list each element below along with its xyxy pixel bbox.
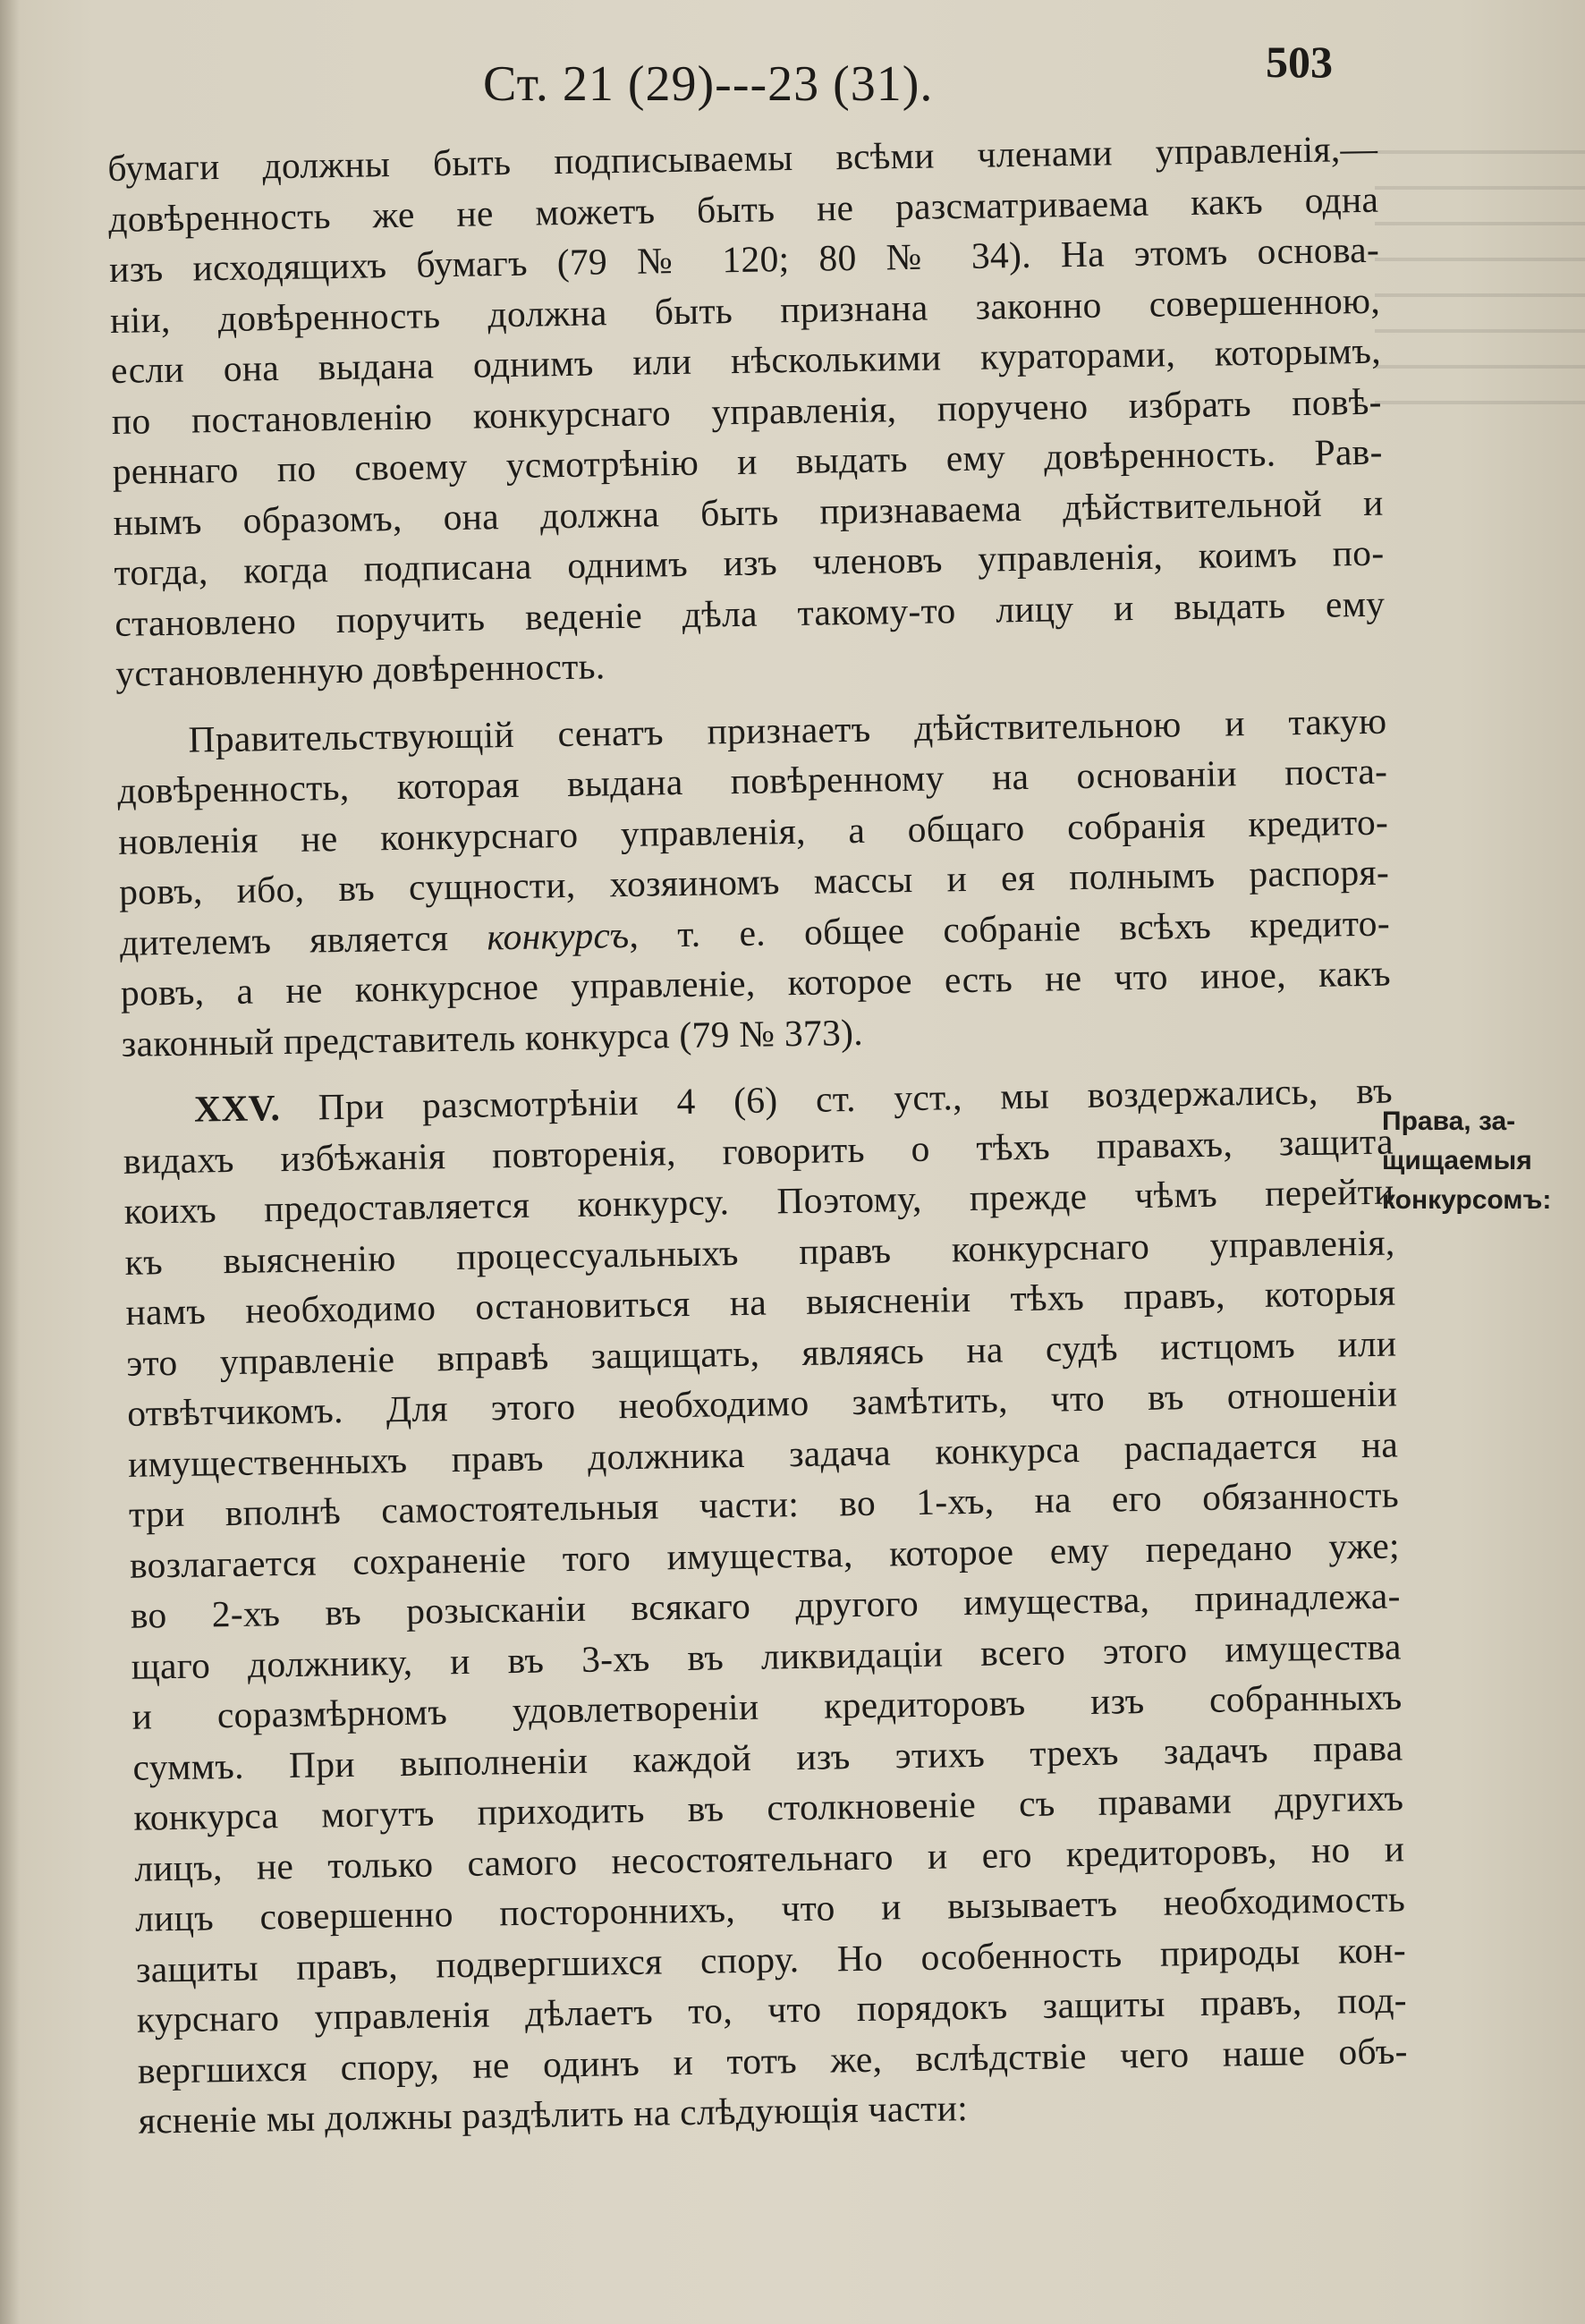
text-segment: При разсмотрѣніи 4 (6) ст. уст., мы воздержались, въ bbox=[279, 1069, 1394, 1129]
text-line: ніи, довѣренность должна быть признана законно совершенною, bbox=[109, 279, 1381, 341]
text-line: лицъ, не только самого несостоятельнаго и его кредиторовъ, но и bbox=[133, 1827, 1405, 1889]
text-line: имущественныхъ правъ должника задача конкурса распадается на bbox=[127, 1423, 1399, 1485]
margin-note bbox=[1382, 1102, 1579, 1220]
section-number: XXV. bbox=[193, 1087, 281, 1130]
bleed-through-text bbox=[1375, 134, 1585, 429]
page-number: 503 bbox=[1266, 37, 1333, 87]
text-line: установленную довѣренность. bbox=[114, 645, 606, 694]
body-text bbox=[107, 123, 1409, 2147]
text-line: и соразмѣрномъ удовлетвореніи кредиторовъ изъ собранныхъ bbox=[131, 1675, 1403, 1737]
text-line: тогда, когда подписана однимъ изъ членовъ управленія, коимъ по- bbox=[114, 531, 1385, 593]
text-line: законный представитель конкурса (79 № 373). bbox=[121, 1011, 864, 1064]
text-line: лицъ совершенно постороннихъ, что и вызываетъ необходимость bbox=[134, 1878, 1406, 1939]
margin-note-line: конкурсомъ: bbox=[1382, 1185, 1552, 1215]
text-line: отвѣтчикомъ. Для этого необходимо замѣтить, что въ отношеніи bbox=[126, 1372, 1398, 1434]
text-line: защиты правъ, подвергшихся спору. Но особенность природы кон- bbox=[135, 1928, 1407, 1990]
text-line: нымъ образомъ, она должна быть признаваема дѣйствительной и bbox=[113, 481, 1384, 543]
text-segment: дителемъ является bbox=[119, 916, 449, 963]
text-line: видахъ избѣжанія повторенія, говорить о тѣхъ правахъ, защита bbox=[123, 1120, 1394, 1182]
text-line: во 2-хъ въ розысканіи всякаго другого имущества, принадлежа- bbox=[130, 1574, 1402, 1636]
margin-note-line: щищаемыя bbox=[1382, 1146, 1532, 1175]
text-line: коихъ предоставляется конкурсу. Поэтому, прежде чѣмъ перейти bbox=[123, 1170, 1394, 1232]
text-line: довѣренность, которая выдана повѣренному на основаніи поста- bbox=[117, 750, 1388, 811]
text-line: ясненіе мы должны раздѣлить на слѣдующія части: bbox=[138, 2087, 969, 2142]
text-line: по постановленію конкурснаго управленія, поручено избрать повѣ- bbox=[111, 380, 1383, 442]
text-segment: , т. е. общее собраніе всѣхъ кредито- bbox=[629, 902, 1391, 955]
text-line: щаго должнику, и въ 3-хъ въ ликвидаціи всего этого имущества bbox=[131, 1624, 1402, 1687]
text-line: ровъ, а не конкурсное управленіе, которое есть не что иное, какъ bbox=[120, 952, 1392, 1014]
text-line: вергшихся спору, не одинъ и тотъ же, вслѣдствіе чего наше объ- bbox=[137, 2029, 1409, 2091]
text-line: намъ необходимо остановиться на выясненіи тѣхъ правъ, которыя bbox=[125, 1271, 1396, 1333]
text-line: становлено поручить веденіе дѣла такому-то лицу и выдать ему bbox=[114, 582, 1386, 644]
text-line: къ выясненію процессуальныхъ правъ конкурснаго управленія, bbox=[124, 1221, 1395, 1283]
text-line: конкурса могутъ приходить въ столкновеніе съ правами другихъ bbox=[133, 1777, 1404, 1838]
header-title: Ст. 21 (29)---23 (31). bbox=[483, 56, 934, 112]
page-edge-shadow bbox=[0, 0, 20, 2324]
text-line: суммъ. При выполненіи каждой изъ этихъ трехъ задачъ права bbox=[132, 1726, 1403, 1788]
running-header bbox=[0, 36, 1585, 125]
text-line: если она выдана однимъ или нѣсколькими кураторами, которымъ, bbox=[110, 329, 1382, 391]
text-line: изъ исходящихъ бумагъ (79 № 120; 80 № 34). На этомъ основа- bbox=[108, 228, 1380, 290]
text-line: это управленіе вправѣ защищать, являясь на судѣ истцомъ или bbox=[126, 1322, 1397, 1384]
text-line: три вполнѣ самостоятельныя части: во 1-хъ, на его обязанность bbox=[128, 1473, 1400, 1535]
text-line: реннаго по своему усмотрѣнію и выдать ему довѣренность. Рав- bbox=[112, 430, 1383, 492]
text-line: курснаго управленія дѣлаетъ то, что порядокъ защиты правъ, под- bbox=[136, 1979, 1408, 2040]
text-line: довѣренность же не можетъ быть не разсматриваема какъ одна bbox=[107, 178, 1379, 240]
text-line: ровъ, ибо, въ сущности, хозяиномъ массы и ея полнымъ распоря- bbox=[118, 851, 1390, 912]
text-line: возлагается сохраненіе того имущества, которое ему передано уже; bbox=[129, 1524, 1401, 1586]
text-line: Правительствующій сенатъ признаетъ дѣйствительною и такую bbox=[188, 700, 1387, 760]
emphasis-konkurs: конкурсъ bbox=[487, 913, 630, 957]
margin-note-line: Права, за- bbox=[1382, 1107, 1516, 1136]
text-line: бумаги должны быть подписываемы всѣми членами управленія,— bbox=[107, 127, 1378, 189]
text-line: новленія не конкурснаго управленія, а общаго собранія кредито- bbox=[117, 801, 1389, 862]
